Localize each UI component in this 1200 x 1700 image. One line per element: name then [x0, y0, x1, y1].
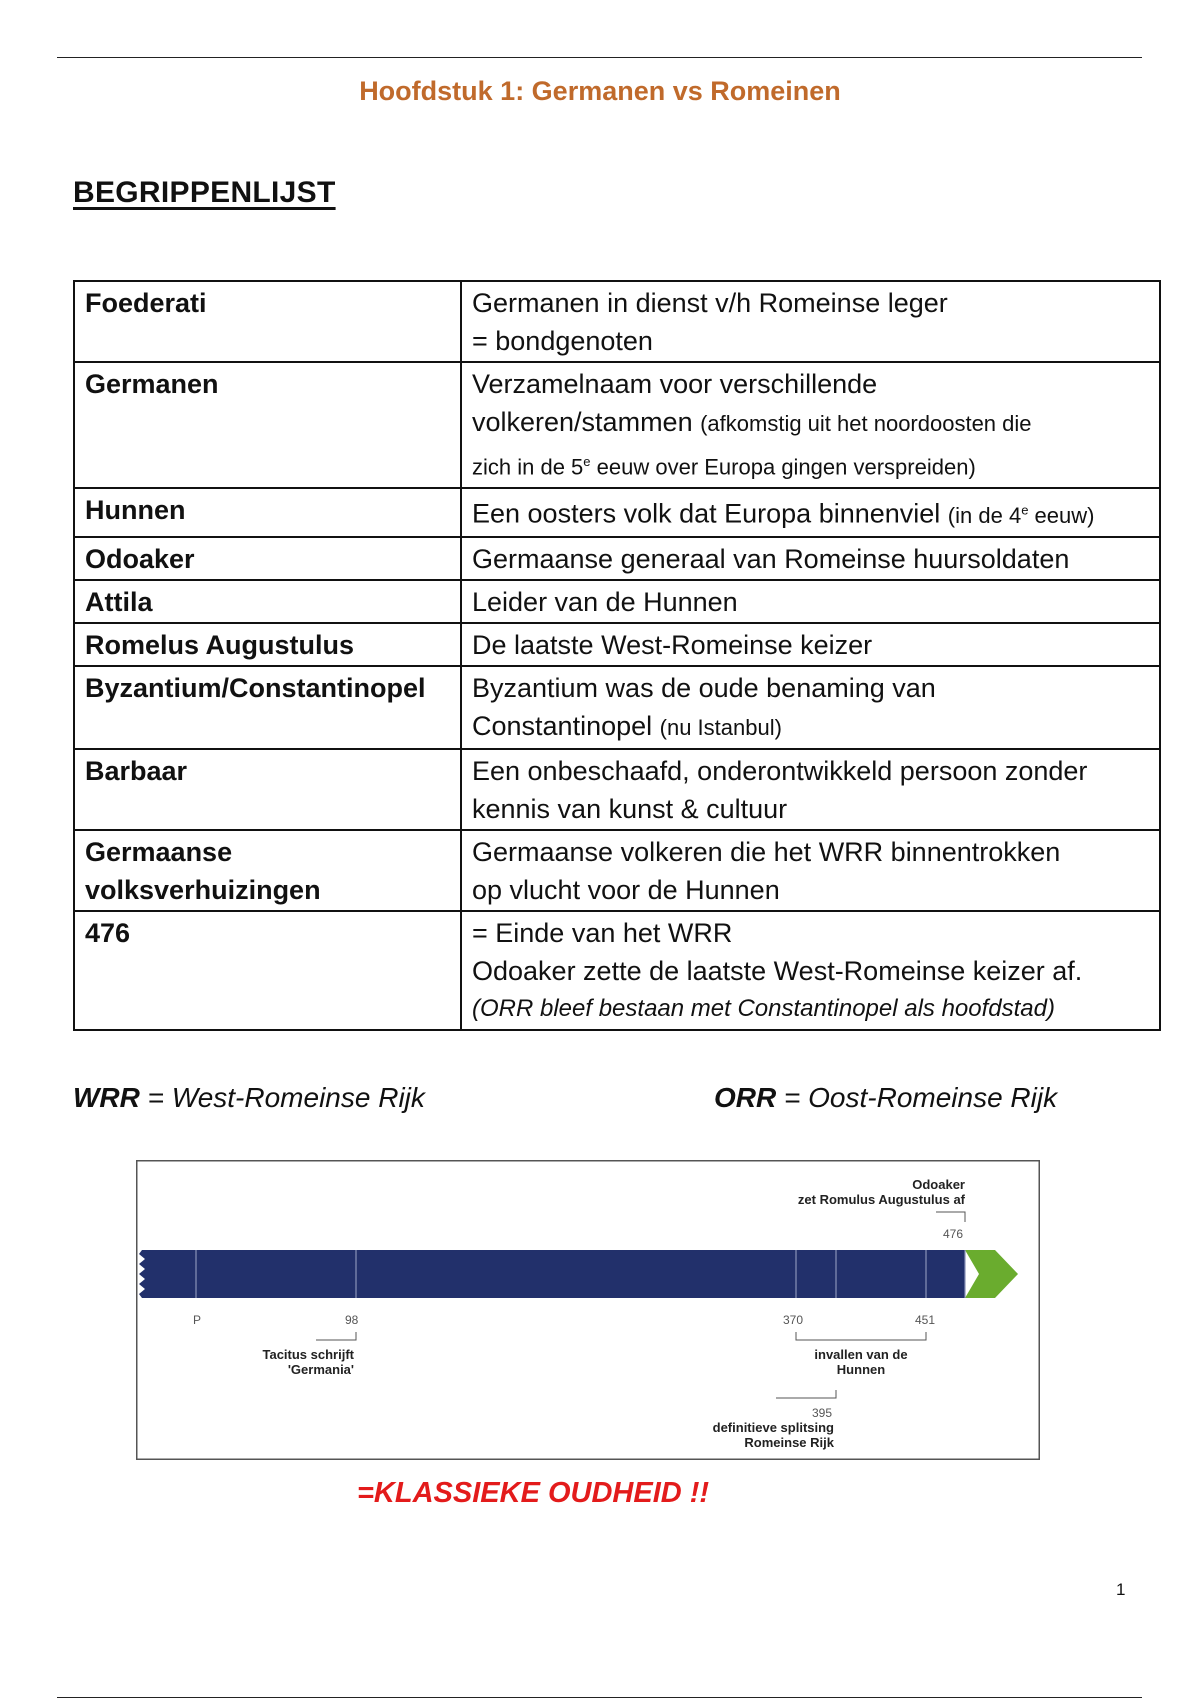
superscript: e	[583, 454, 591, 469]
definition-cell	[461, 281, 1160, 362]
term-cell: Barbaar	[74, 749, 461, 830]
tick-label-p: P	[193, 1313, 202, 1327]
classical-antiquity-label: =KLASSIEKE OUDHEID !!	[357, 1477, 710, 1509]
definition-cell	[461, 749, 1160, 830]
bottom-rule	[57, 1697, 1142, 1698]
definition-note	[948, 503, 1095, 528]
table-row	[74, 666, 1160, 749]
table-row	[74, 749, 1160, 830]
definition-cell: De laatste West-Romeinse keizer	[461, 623, 1160, 666]
term-cell: 476	[74, 911, 461, 1030]
abbr-full: = West-Romeinse Rijk	[139, 1082, 425, 1113]
term-cell: Hunnen	[74, 488, 461, 536]
definition-line: kennis van kunst & cultuur	[472, 793, 788, 824]
definition-note: (afkomstig uit het noordoosten die	[700, 411, 1032, 436]
abbr-term: WRR	[73, 1082, 140, 1113]
definition-line: Een onbeschaafd, onderontwikkeld persoon zonder	[472, 755, 1088, 786]
term-cell: Foederati	[74, 281, 461, 362]
term-cell: Byzantium/Constantinopel	[74, 666, 461, 749]
table-row	[74, 580, 1160, 623]
table-row	[74, 537, 1160, 580]
top-rule	[57, 57, 1142, 58]
note-text: (in de 4	[947, 502, 1022, 528]
event-odoaker: zet Romulus Augustulus af	[797, 1192, 965, 1207]
definition-line: Germanen in dienst v/h Romeinse leger	[472, 288, 948, 318]
tick-label-370: 370	[783, 1313, 804, 1327]
definition-text: Constantinopel	[472, 710, 660, 741]
definition-line	[472, 707, 1149, 747]
table-row	[74, 281, 1160, 362]
definition-cell: Leider van de Hunnen	[461, 580, 1160, 623]
table-row	[74, 830, 1160, 911]
definition-line: Odoaker zette de laatste West-Romeinse keizer af.	[472, 955, 1083, 986]
tick-label-98: 98	[345, 1313, 359, 1327]
definition-line	[472, 403, 1149, 443]
event-hunnen: invallen van de	[814, 1347, 908, 1362]
definition-cell	[461, 666, 1160, 749]
term-cell	[74, 830, 461, 911]
section-heading: BEGRIPPENLIJST	[73, 176, 336, 209]
term-cell: Germanen	[74, 362, 461, 488]
definition-cell	[461, 488, 1160, 536]
definition-text: Een oosters volk dat Europa binnenviel	[472, 498, 948, 529]
definition-line: Germaanse volkeren die het WRR binnentrokken	[472, 836, 1061, 867]
table-row	[74, 362, 1160, 488]
timeline-graphic	[136, 1160, 1040, 1460]
definition-line: op vlucht voor de Hunnen	[472, 874, 780, 905]
glossary-table	[73, 280, 1161, 1031]
term-line: Germaanse	[85, 836, 233, 867]
event-tacitus: 'Germania'	[287, 1362, 354, 1377]
document-title: Hoofdstuk 1: Germanen vs Romeinen	[359, 76, 841, 106]
definition-cell: Germaanse generaal van Romeinse huursoldaten	[461, 537, 1160, 580]
definition-line: (ORR bleef bestaan met Constantinopel als hoofdstad)	[472, 994, 1055, 1022]
definition-line: = bondgenoten	[472, 326, 653, 356]
term-line: volksverhuizingen	[85, 874, 321, 905]
term-cell: Romelus Augustulus	[74, 623, 461, 666]
table-row	[74, 488, 1160, 536]
definition-line: Verzamelnaam voor verschillende	[472, 369, 878, 399]
event-tacitus: Tacitus schrijft	[262, 1347, 354, 1362]
superscript: e	[1021, 502, 1029, 518]
event-odoaker: Odoaker	[912, 1177, 965, 1192]
definition-cell	[461, 911, 1160, 1030]
definition-note: (nu Istanbul)	[659, 714, 782, 740]
term-cell: Odoaker	[74, 537, 461, 580]
event-hunnen: Hunnen	[836, 1362, 886, 1377]
event-split: definitieve splitsing	[712, 1420, 834, 1435]
tick-label-451: 451	[915, 1313, 936, 1327]
definition-text: zich in de 5	[472, 454, 584, 480]
definition-note	[472, 443, 1149, 486]
definition-cell	[461, 362, 1160, 488]
timeline-bar	[139, 1250, 965, 1298]
tick-label-476: 476	[943, 1227, 964, 1241]
orr-definition	[714, 1082, 1057, 1114]
abbr-full: = Oost-Romeinse Rijk	[776, 1082, 1058, 1113]
page-number: 1	[1116, 1580, 1126, 1599]
definition-line: Byzantium was de oude benaming van	[472, 672, 936, 703]
term-cell: Attila	[74, 580, 461, 623]
note-text: eeuw)	[1028, 502, 1095, 528]
definition-line: = Einde van het WRR	[472, 917, 733, 948]
tick-label-395: 395	[812, 1406, 833, 1420]
definition-text: volkeren/stammen	[472, 407, 701, 437]
definition-cell	[461, 830, 1160, 911]
event-split: Romeinse Rijk	[744, 1435, 834, 1450]
abbr-term: ORR	[714, 1082, 777, 1113]
table-row	[74, 911, 1160, 1030]
definition-text: eeuw over Europa gingen verspreiden)	[590, 454, 976, 480]
wrr-definition	[73, 1082, 425, 1114]
table-row	[74, 623, 1160, 666]
